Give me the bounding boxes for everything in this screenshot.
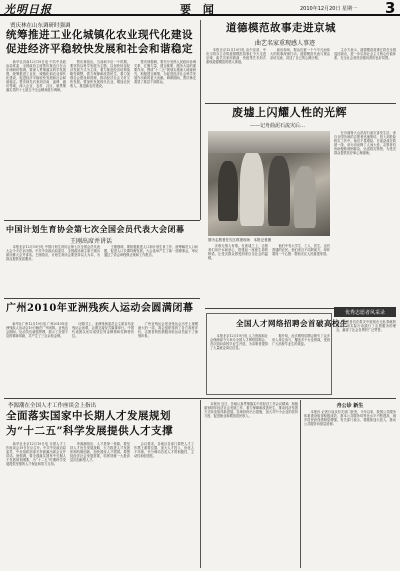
bottom-right-article-a: 本报讯 近日，各地认真贯彻落实中央经济工作会议精神，积极谋划明年经济社会发展工作，着力保障和改善民生，推动经济发展方式转变取得新进展。各地纷纷出台措施，加大对中小企业的扶持力度，促进就业和增加居民收入。	[204, 402, 298, 418]
section-divider	[4, 398, 396, 399]
article1-body-col2: 贾庆林指出，当前和今后一个时期，要坚持以科学发展为主题，以加快转变经济发展方式为主线，着力推进经济结构战略性调整，着力保障和改善民生，着力加强社会建设和管理，推动经济社会又好又快发展。要加快发展现代农业，增加农民收入，推进新农村建设。	[70, 60, 130, 88]
article2-subhead: 曲艺名家重现感人事迹	[255, 40, 316, 47]
article7-body-col2: 李源潮指出，人才是第一资源，要坚持人才优先发展战略，大力推进人才发展体制机制创新，加快建设人才强国。要围绕经济社会发展需要，培养造就一大批高层次创新型人才。	[70, 442, 130, 462]
article2-headline: 道德模范故事走进京城	[226, 22, 336, 34]
column-divider	[200, 20, 201, 220]
article5-headline: 广州2010年亚洲残疾人运动会圆满闭幕	[6, 303, 194, 314]
article4-subhead: 王刚出席并讲话	[70, 238, 113, 245]
article3-body-col4: 在舟曲特大山洪泥石流灾害发生后，来自全国各地的志愿者迅速集结，投入到抢险救灾工作中。他们不畏艰险，日夜奋战在救援一线，用行动诠释了人间大爱。志愿者们协助搜救被困群众，运送救灾物资，为受灾群众提供医疗和心理援助。	[334, 131, 396, 155]
article4-body-col2: 王刚强调，要积极推进人口和计划生育工作，统筹解决人口问题，促进人口长期均衡发展。大会选举产生了新一届理事会，审议通过了协会章程修正案和工作报告。	[104, 245, 198, 257]
bottom-right-article-b: 本报讯 记者日前从有关部门获悉，今年以来，我国公共服务体系建设取得积极成效，基本公共服务均等化水平不断提高，城乡居民获得感明显增强。有关部门表示，将继续加大投入，推动公共服务向基层延伸。	[304, 410, 396, 426]
article7-kicker: 李源潮在全国人才工作座谈会上指出	[8, 403, 97, 409]
article7-body-col3: 会议要求，各地区各部门要把人才工作摆上重要位置，加大人才投入，优化人才环境，充分调动各类人才的积极性、主动性和创造性。	[134, 442, 194, 458]
article5-body-col3: 广州亚残运会是亚残运会历史上规模最大的一届，赛会组织得到了各方高度评价，志愿者的热情服务给运动员留下了深刻印象。	[138, 322, 198, 338]
photo-caption: 图为志愿者在灾区救援现场 本报记者摄	[208, 238, 271, 242]
article4-body-col1: 本报北京12月19日电 中国计划生育协会第七次全国会员代表大会今天在京闭幕。中共中央政治局委员、全国政协副主席王刚出席闭幕大会并讲话。王刚指出，计划生育协会要坚持以人为本，为群众提供优质服务。	[6, 245, 100, 261]
column-divider	[200, 400, 201, 568]
column-divider	[300, 400, 301, 568]
article2-body-col1: 本报北京12月19日电 由中宣部、中央文明办主办的道德模范故事汇今天走进京城，曲艺名家用鼓曲、快板等艺术形式重现道德模范的感人事迹。	[206, 48, 266, 64]
article3-headline: 废墟上闪耀人性的光辉	[232, 106, 347, 119]
article4-headline: 中国计划生育协会第七次全国会员代表大会闭幕	[6, 224, 185, 234]
page-number: 3	[385, 0, 396, 17]
section-divider	[4, 220, 200, 221]
article1-headline-line2: 促进经济平稳较快发展和社会和谐稳定	[6, 43, 193, 55]
article5-body-col1: 新华社广州12月19日电 广州2010年亚洲残疾人运动会19日晚在广州闭幕。亚残运会期间，运动员们顽强拼搏，展示了自强不息的精神风貌，共产生了三百余枚金牌。	[6, 322, 68, 338]
volunteer-column-label: 优秀志愿者风采录	[334, 307, 396, 317]
article6-body-col2: 据介绍，此次网络招聘会吸引了众多用人单位参与，覆盖多个行业领域，受到广大高校毕业生的欢迎。	[272, 334, 330, 346]
article7-headline-line1: 全面落实国家中长期人才发展规划	[6, 410, 171, 422]
article1-body-col3: 贾庆林强调，要充分发挥人民政协协调关系、汇聚力量、建言献策、服务大局的重要作用，围绕“十二五”规划实施深入调查研究，积极建言献策，为促进经济社会科学发展作出新的更大贡献。调研期间，贾庆林还看望了基层干部群众。	[134, 60, 196, 84]
article3-body-col1: 灾难无情人有情。在废墟之上，志愿者们用汗水和爱心，搭建起一座座生命的桥梁，让受灾群众感受到来自全社会的温暖。	[208, 244, 268, 260]
article3-subhead: ——记舟曲泥石流灾后…	[250, 123, 306, 129]
newspaper-logo: 光明日报	[4, 3, 52, 16]
article7-body-col1: 新华社北京12月19日电 全国人才工作座谈会19日在京召开。中共中央政治局委员、中央组织部部长李源潮出席会议并讲话。他强调，要全面落实国家中长期人才发展规划纲要，为“十二五”时期科学发展提供坚强的人才保证和智力支持。	[6, 442, 66, 466]
sidebar-body: 志愿者们在救灾中展现出无私奉献的精神，用实际行动践行了志愿服务的理念，赢得了社会各界的广泛赞誉。	[336, 320, 396, 332]
section-title: 要 闻	[180, 3, 218, 16]
sidebar-small-title: 舟公诊 新生	[336, 403, 364, 409]
rescue-photo	[208, 131, 330, 236]
article6-headline: 全国人才网络招聘会首破高校生	[236, 319, 348, 328]
article5-body-col2: 闭幕式上，亚洲残奥委员会主席宣布亚残运会闭幕，会旗交接仪式隆重举行。中国代表团以优异成绩位列金牌榜和奖牌榜首位。	[72, 322, 134, 338]
section-divider	[205, 103, 396, 104]
article1-body-col1: 新华社济南12月19日电 中共中央政治局常委、全国政协主席贾庆林近日在山东调研时强调，要深入贯彻落实科学发展观，统筹推进工业化、城镇化和农业现代化建设，促进经济平稳较快发展和社会和谐稳定。贾庆林先后来到济南、淄博、潍坊等地，深入企业、农村、社区，就贯彻落实党的十七届五中全会精神进行调研。	[6, 60, 66, 92]
issue-date: 2010年12月20日 星期一	[300, 6, 358, 12]
article1-headline-line1: 统筹推进工业化城镇化农业现代化建设	[6, 29, 193, 41]
article2-body-col3: 主办方表示，道德模范故事汇将在全国巡回演出，进一步弘扬社会主义核心价值体系，在全社会营造崇德向善的良好氛围。	[334, 48, 396, 60]
article2-body-col2: 演出现场，观众们被一个个平凡而伟大的故事深深打动。道德模范代表与观众亲切交流，讲述了自己的心路历程。	[270, 48, 330, 60]
article3-body-col2: 他们中有大学生、工人、医生，也有普通的农民。他们来自不同的地方，却怀着同一个心愿：帮助灾区人民重建家园。	[272, 244, 330, 256]
section-divider	[4, 298, 200, 299]
article6-body-col1: 本报北京12月19日电 人力资源和社会保障部今天举办全国人才网络招聘会，首次面向高校毕业生开放，为求职者提供了大量就业岗位信息。	[210, 334, 268, 350]
article1-kicker: 贾庆林在山东调研时强调	[10, 23, 71, 29]
article7-headline-line2: 为“十二五”科学发展提供人才支撑	[6, 425, 174, 437]
